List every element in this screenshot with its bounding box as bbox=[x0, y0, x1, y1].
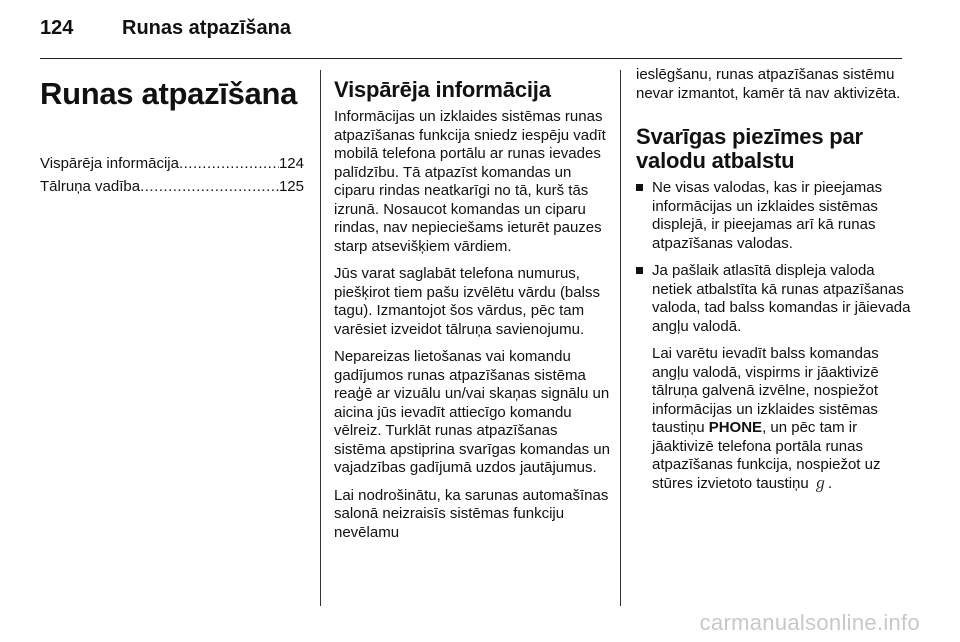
list-item-text: Ja pašlaik atlasītā displeja valoda netiek atbalstīta kā runas atpazīšanas valoda, tad balss komandas ir jāievada angļu valodā. bbox=[652, 262, 911, 335]
section-heading: Vispārēja informācija bbox=[334, 77, 551, 102]
notes-list bbox=[636, 179, 912, 493]
list-item bbox=[636, 179, 912, 253]
column-1 bbox=[40, 66, 304, 198]
body-paragraph-continued: ieslēgšanu, runas atpazīšanas sistēmu nevar izmantot, kamēr tā nav aktivizēta. bbox=[636, 66, 901, 102]
toc-entry-page: 124 bbox=[278, 155, 304, 172]
text-run: , un pēc tam ir jāaktivizē telefona portāla runas atpazīšanas funkcija, nospiežot uz stūres izvietoto taustiņu bbox=[652, 419, 881, 492]
column-divider-1 bbox=[320, 70, 321, 606]
toc-entry-label: Vispārēja informācija bbox=[40, 155, 179, 172]
table-of-contents bbox=[40, 152, 304, 198]
body-paragraph: Lai nodrošinātu, ka sarunas automašīnas salonā neizraisīs sistēmas funkciju nevēlamu bbox=[334, 486, 609, 541]
column-divider-2 bbox=[620, 70, 621, 606]
section-heading: Svarīgas piezīmes par valodu atbalstu bbox=[636, 124, 863, 173]
column-2 bbox=[334, 66, 610, 551]
toc-entry-page: 125 bbox=[278, 178, 304, 195]
voice-recognition-icon: ℊ bbox=[812, 474, 828, 492]
square-bullet-icon bbox=[636, 267, 643, 274]
toc-entry[interactable] bbox=[40, 152, 304, 175]
page-number: 124 bbox=[40, 16, 74, 39]
list-item-text: Ne visas valodas, kas ir pieejamas informācijas un izklaides sistēmas displejā, ir pieejamas arī kā runas atpazīšanas valodas. bbox=[652, 179, 883, 252]
chapter-title: Runas atpazīšana bbox=[40, 76, 298, 111]
phone-button-label: PHONE bbox=[708, 419, 763, 436]
toc-leader-dots bbox=[140, 175, 279, 198]
header-rule bbox=[40, 58, 902, 59]
toc-leader-dots bbox=[179, 152, 279, 175]
text-run: Lai varētu ievadīt balss komandas angļu valodā, vispirms ir jāaktivizē tālruņa galvenā izvēlne, nospiežot informācijas un izklaides sistēmas taustiņu bbox=[652, 345, 879, 436]
square-bullet-icon bbox=[636, 184, 643, 191]
watermark: carmanualsonline.info bbox=[699, 610, 920, 635]
page-header bbox=[40, 12, 291, 44]
body-paragraph: Nepareizas lietošanas vai komandu gadījumos runas atpazīšanas sistēma reaģē ar vizuālu un/vai skaņas signālu un aicina jūs ievadīt attiecīgo komandu vēlreiz. Turklāt runas atpazīšanas sistēma apstiprina svarīgas komandas un vajadzības gadījumā uzdos jautājumus. bbox=[334, 348, 610, 476]
toc-entry[interactable] bbox=[40, 175, 304, 198]
list-item bbox=[636, 262, 912, 493]
body-paragraph: Jūs varat saglabāt telefona numurus, piešķirot tiem pašu izvēlētu vārdu (balss tagu). Izmantojot šos vārdus, pēc tam varēsiet izveidot tālruņa savienojumu. bbox=[334, 265, 600, 338]
body-paragraph: Informācijas un izklaides sistēmas runas atpazīšanas funkcija sniedz iespēju vadīt mobilā telefona portālu ar runas ievades palīdzību. Tā atpazīst komandas un ciparu rindas neatkarīgi no tā, kurš tās izrunā. Nosaucot komandas un ciparu rindas, nav nepieciešams ieturēt pauzes starp atsevišķiem vārdiem. bbox=[334, 108, 606, 255]
column-3 bbox=[636, 66, 912, 502]
toc-entry-label: Tālruņa vadība bbox=[40, 178, 141, 195]
list-item-text bbox=[652, 345, 912, 493]
running-title: Runas atpazīšana bbox=[122, 16, 291, 39]
text-run: . bbox=[827, 474, 833, 492]
